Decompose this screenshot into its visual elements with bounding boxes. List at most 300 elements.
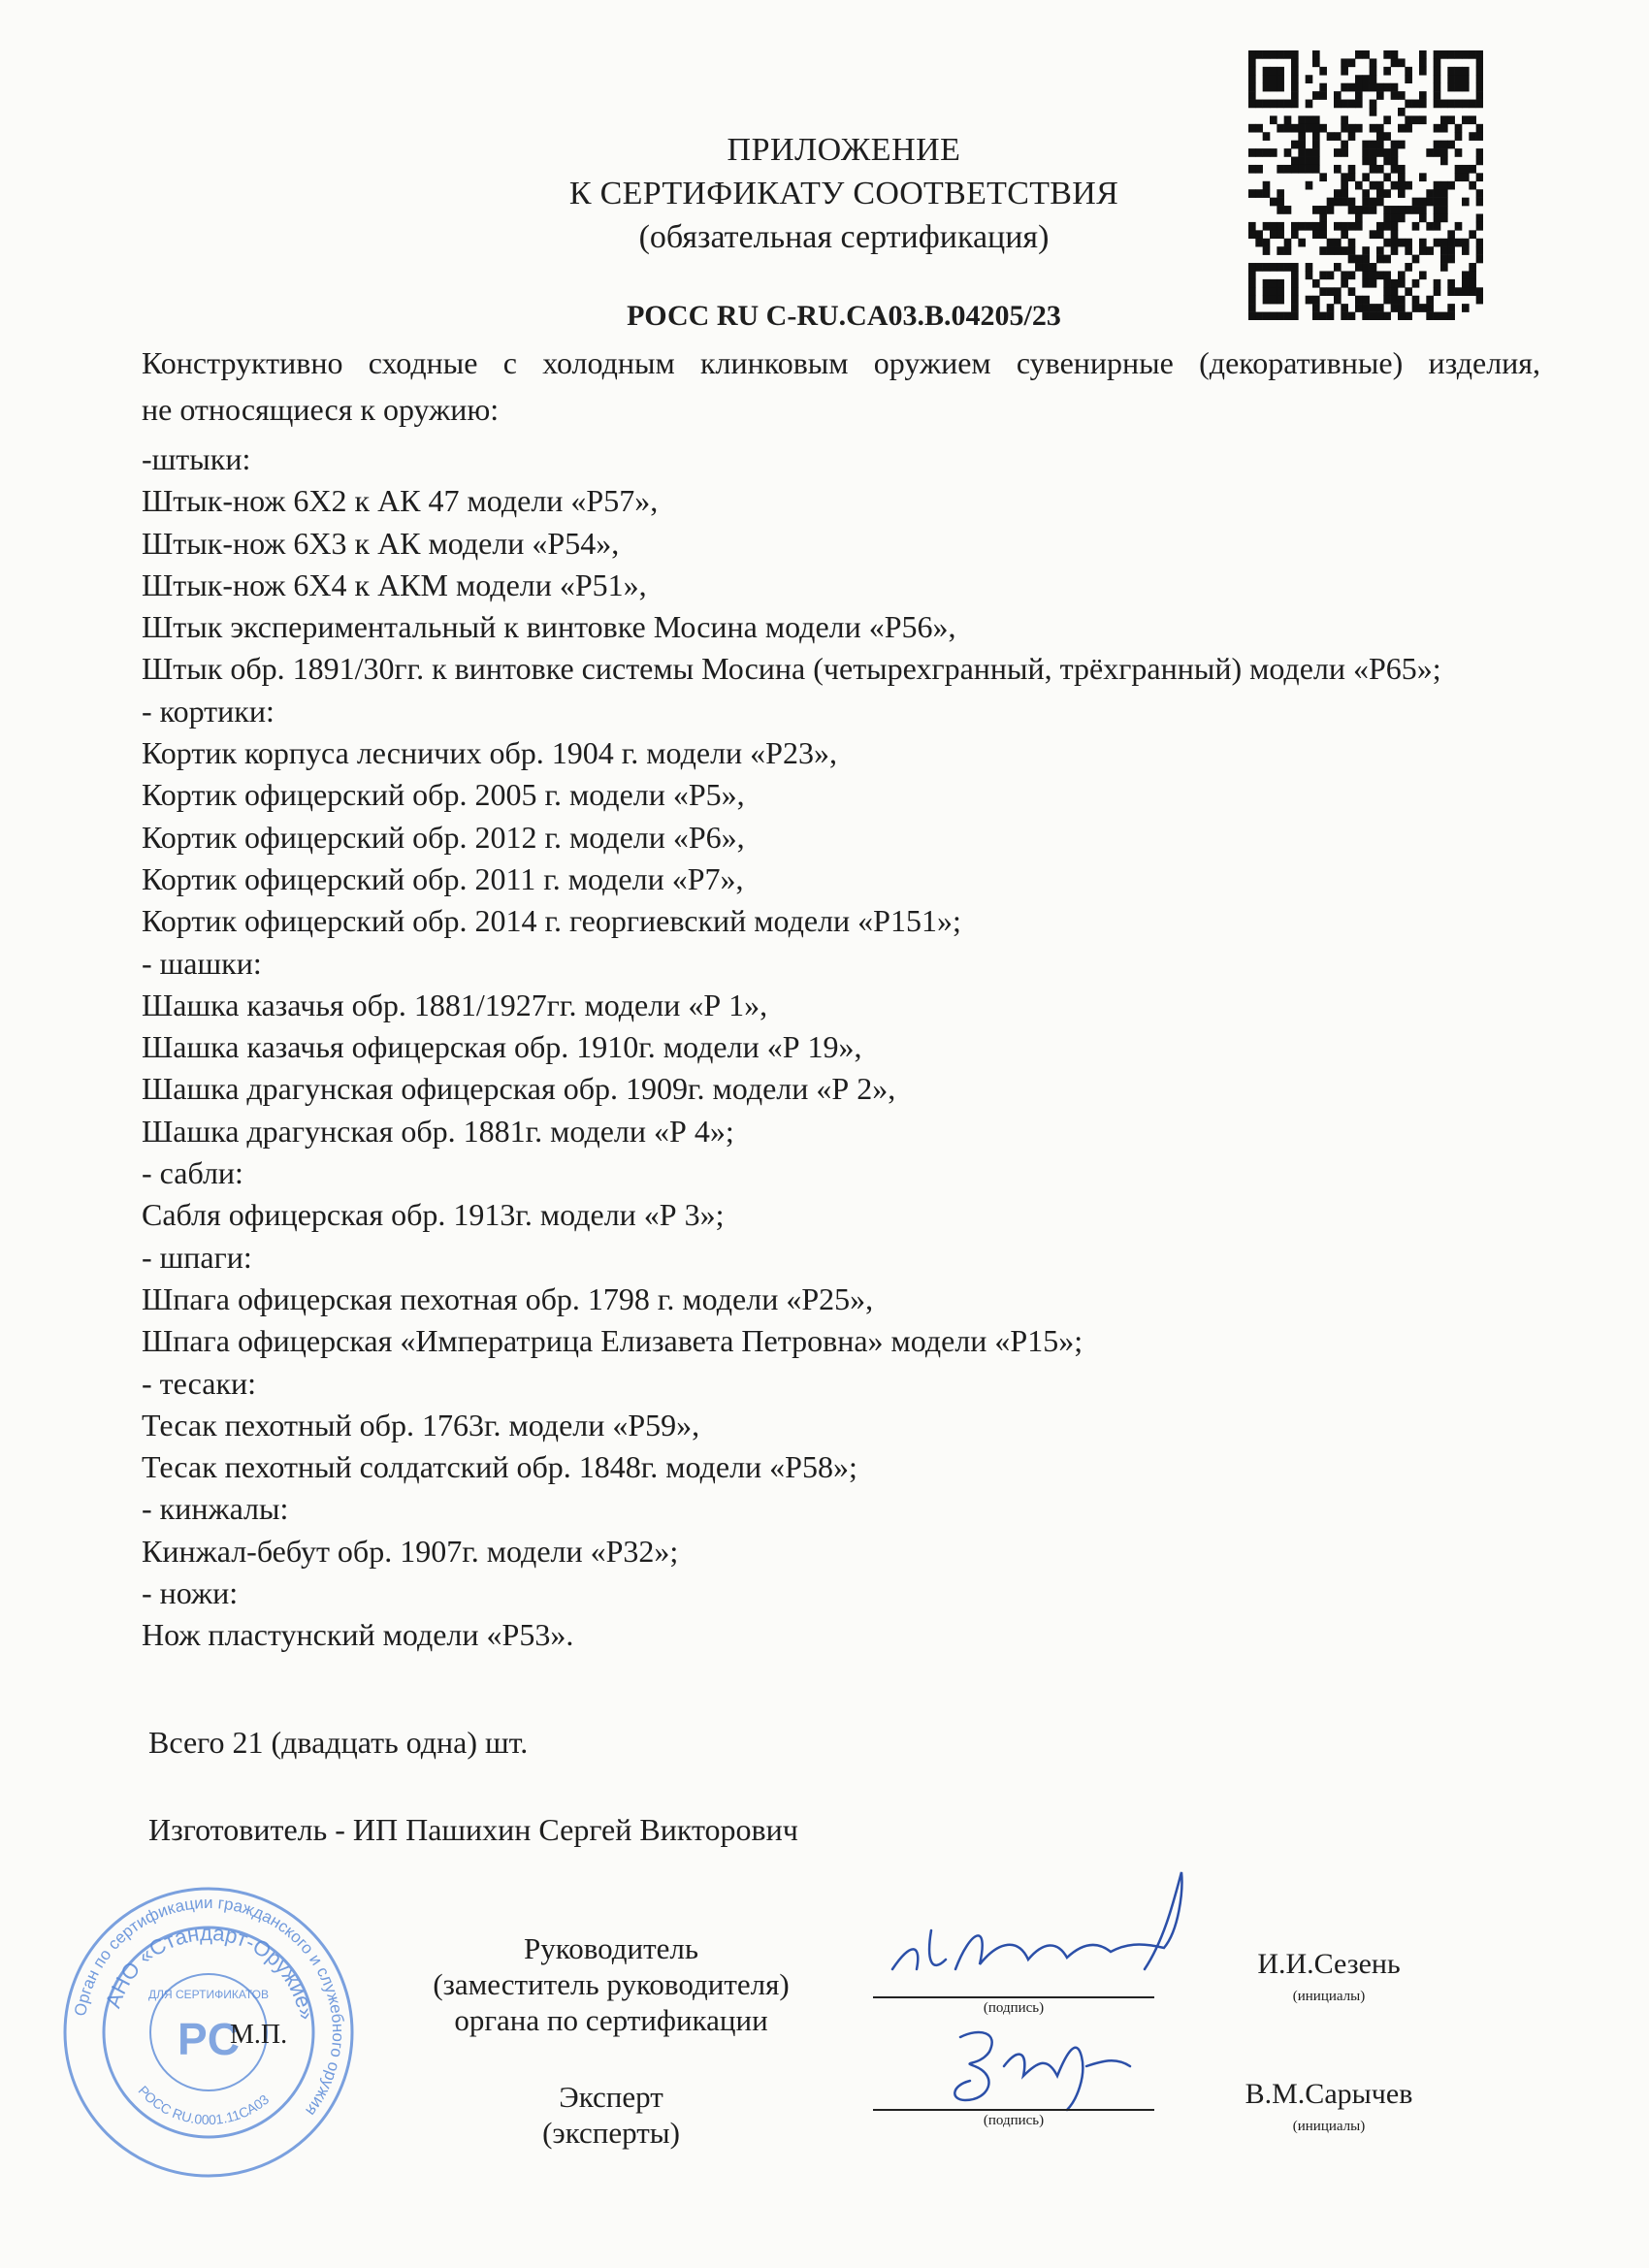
qr-module: [1312, 157, 1320, 166]
qr-module: [1405, 239, 1412, 247]
qr-module: [1434, 58, 1441, 67]
qr-module: [1376, 255, 1384, 264]
qr-module: [1405, 287, 1412, 296]
qr-module: [1270, 67, 1277, 76]
qr-module: [1248, 50, 1256, 59]
qr-module: [1370, 181, 1377, 190]
qr-module: [1277, 50, 1284, 59]
qr-module: [1434, 124, 1441, 133]
qr-module: [1434, 213, 1441, 222]
qr-module: [1284, 124, 1292, 133]
qr-module: [1370, 124, 1377, 133]
qr-module: [1334, 100, 1342, 109]
qr-module: [1434, 100, 1441, 109]
qr-module: [1370, 279, 1377, 288]
qr-module: [1383, 132, 1391, 141]
head-name: И.И.Сезень: [1257, 1948, 1401, 1980]
qr-module: [1383, 222, 1391, 231]
qr-module: [1398, 312, 1406, 320]
qr-module: [1248, 91, 1256, 100]
category-heading: -штыки:: [142, 441, 251, 476]
qr-module: [1341, 189, 1348, 198]
qr-module: [1419, 246, 1427, 255]
qr-module: [1440, 100, 1448, 109]
qr-module: [1434, 75, 1441, 83]
qr-module: [1355, 222, 1363, 231]
qr-module: [1370, 75, 1377, 83]
qr-module: [1284, 246, 1292, 255]
qr-module: [1277, 246, 1284, 255]
qr-module: [1476, 198, 1483, 207]
qr-module: [1263, 222, 1271, 231]
qr-module: [1348, 246, 1356, 255]
qr-module: [1284, 239, 1292, 247]
qr-module: [1434, 279, 1441, 288]
qr-module: [1255, 100, 1263, 109]
qr-module: [1319, 213, 1327, 222]
qr-module: [1434, 67, 1441, 76]
qr-module: [1248, 148, 1256, 157]
qr-module: [1270, 75, 1277, 83]
qr-module: [1440, 189, 1448, 198]
qr-module: [1270, 296, 1277, 305]
qr-module: [1341, 198, 1348, 207]
qr-module: [1255, 230, 1263, 239]
category-heading: - сабли:: [142, 1155, 243, 1191]
qr-module: [1341, 181, 1348, 190]
qr-module: [1462, 67, 1470, 76]
qr-module: [1462, 279, 1470, 288]
qr-module: [1469, 100, 1476, 109]
qr-module: [1412, 206, 1420, 214]
qr-module: [1434, 141, 1441, 149]
qr-module: [1341, 115, 1348, 124]
qr-module: [1348, 198, 1356, 207]
qr-module: [1263, 239, 1271, 247]
qr-module: [1248, 83, 1256, 92]
qr-module: [1462, 100, 1470, 109]
list-item: Кортик офицерский обр. 2005 г. модели «Р5»,: [142, 777, 745, 813]
certification-type: (обязательная сертификация): [638, 219, 1050, 255]
qr-module: [1277, 75, 1284, 83]
qr-module: [1419, 91, 1427, 100]
initials-label-head: (инициалы): [1292, 1989, 1366, 2004]
qr-module: [1455, 148, 1463, 157]
qr-module: [1447, 67, 1455, 76]
qr-module: [1248, 75, 1256, 83]
qr-module: [1362, 304, 1370, 312]
qr-module: [1291, 50, 1299, 59]
qr-module: [1306, 165, 1313, 174]
qr-module: [1370, 67, 1377, 76]
signature-head: [873, 1863, 1203, 2008]
list-item: Штык-нож 6Х2 к АК 47 модели «Р57»,: [142, 483, 659, 519]
qr-module: [1277, 100, 1284, 109]
qr-module: [1355, 50, 1363, 59]
qr-module: [1270, 115, 1277, 124]
qr-module: [1355, 296, 1363, 305]
qr-module: [1383, 148, 1391, 157]
qr-module: [1291, 263, 1299, 272]
qr-module: [1341, 173, 1348, 181]
list-item: Шашка драгунская обр. 1881г. модели «Р 4»;: [142, 1113, 734, 1149]
qr-module: [1376, 124, 1384, 133]
role-expert: [407, 2079, 815, 2151]
qr-module: [1476, 50, 1483, 59]
qr-module: [1383, 157, 1391, 166]
qr-module: [1412, 222, 1420, 231]
qr-module: [1263, 67, 1271, 76]
qr-module: [1398, 91, 1406, 100]
qr-module: [1270, 279, 1277, 288]
qr-module: [1284, 148, 1292, 157]
qr-module: [1370, 271, 1377, 279]
qr-module: [1334, 198, 1342, 207]
qr-module: [1426, 198, 1434, 207]
qr-module: [1391, 296, 1399, 305]
qr-module: [1291, 271, 1299, 279]
qr-module: [1476, 75, 1483, 83]
qr-module: [1284, 312, 1292, 320]
qr-module: [1383, 312, 1391, 320]
qr-module: [1312, 91, 1320, 100]
qr-module: [1327, 239, 1335, 247]
qr-module: [1277, 296, 1284, 305]
qr-module: [1341, 67, 1348, 76]
qr-module: [1312, 115, 1320, 124]
qr-module: [1291, 165, 1299, 174]
qr-module: [1291, 296, 1299, 305]
qr-module: [1455, 287, 1463, 296]
qr-module: [1355, 83, 1363, 92]
qr-module: [1306, 157, 1313, 166]
qr-module: [1298, 115, 1306, 124]
qr-module: [1440, 213, 1448, 222]
qr-module: [1391, 287, 1399, 296]
qr-module: [1469, 132, 1476, 141]
qr-module: [1447, 246, 1455, 255]
qr-module: [1469, 115, 1476, 124]
qr-module: [1298, 132, 1306, 141]
qr-module: [1462, 165, 1470, 174]
category-heading: - шашки:: [142, 945, 262, 981]
qr-module: [1476, 148, 1483, 157]
list-item: Шпага офицерская «Императрица Елизавета Петровна» модели «Р15»;: [142, 1323, 1083, 1359]
qr-module: [1348, 124, 1356, 133]
qr-module: [1341, 124, 1348, 133]
list-item: Штык экспериментальный к винтовке Мосина модели «Р56»,: [142, 609, 956, 645]
qr-module: [1291, 312, 1299, 320]
qr-module: [1312, 312, 1320, 320]
qr-module: [1447, 279, 1455, 288]
qr-module: [1376, 222, 1384, 231]
qr-module: [1370, 206, 1377, 214]
qr-module: [1348, 255, 1356, 264]
qr-module: [1440, 255, 1448, 264]
qr-module: [1312, 165, 1320, 174]
qr-module: [1412, 296, 1420, 305]
qr-module: [1455, 173, 1463, 181]
qr-module: [1398, 239, 1406, 247]
qr-module: [1434, 239, 1441, 247]
qr-module: [1355, 91, 1363, 100]
qr-module: [1405, 206, 1412, 214]
qr-module: [1370, 141, 1377, 149]
qr-module: [1298, 148, 1306, 157]
qr-module: [1270, 198, 1277, 207]
qr-module: [1362, 50, 1370, 59]
qr-module: [1263, 189, 1271, 198]
qr-module: [1476, 296, 1483, 305]
qr-module: [1284, 206, 1292, 214]
qr-module: [1341, 304, 1348, 312]
qr-module: [1255, 312, 1263, 320]
qr-module: [1376, 230, 1384, 239]
qr-module: [1370, 198, 1377, 207]
qr-module: [1270, 83, 1277, 92]
qr-module: [1447, 141, 1455, 149]
certificate-number: РОСС RU C-RU.CA03.B.04205/23: [627, 300, 1061, 332]
qr-module: [1476, 100, 1483, 109]
qr-module: [1277, 198, 1284, 207]
role-head-line-3: органа по сертификации: [454, 2003, 768, 2037]
qr-module: [1376, 312, 1384, 320]
qr-module: [1426, 189, 1434, 198]
qr-module: [1277, 67, 1284, 76]
role-expert-line-1: Эксперт: [559, 2080, 663, 2114]
qr-module: [1383, 287, 1391, 296]
qr-module: [1327, 246, 1335, 255]
stamp-for-certificates: ДЛЯ СЕРТИФИКАТОВ: [147, 1988, 270, 2001]
qr-module: [1362, 206, 1370, 214]
list-item: Штык обр. 1891/30гг. к винтовке системы Мосина (четырехгранный, трёхгранный) модели «Р65»;: [142, 651, 1441, 687]
qr-module: [1334, 148, 1342, 157]
qr-module: [1376, 304, 1384, 312]
qr-module: [1255, 148, 1263, 157]
qr-module: [1426, 312, 1434, 320]
qr-module: [1405, 124, 1412, 133]
qr-module: [1319, 287, 1327, 296]
qr-module: [1405, 312, 1412, 320]
qr-module: [1327, 198, 1335, 207]
organization-stamp: [58, 1882, 359, 2183]
qr-module: [1376, 189, 1384, 198]
qr-module: [1476, 67, 1483, 76]
qr-module: [1341, 222, 1348, 231]
qr-module: [1355, 213, 1363, 222]
qr-module: [1277, 287, 1284, 296]
qr-module: [1319, 206, 1327, 214]
qr-module: [1434, 83, 1441, 92]
qr-module: [1462, 271, 1470, 279]
qr-module: [1263, 287, 1271, 296]
qr-module: [1455, 100, 1463, 109]
list-item: Кортик офицерский обр. 2012 г. модели «Р6»,: [142, 819, 745, 855]
qr-module: [1355, 304, 1363, 312]
qr-module: [1291, 141, 1299, 149]
qr-module: [1277, 263, 1284, 272]
qr-module: [1284, 100, 1292, 109]
qr-module: [1391, 141, 1399, 149]
qr-module: [1312, 222, 1320, 231]
qr-module: [1419, 239, 1427, 247]
qr-module: [1370, 165, 1377, 174]
qr-module: [1476, 239, 1483, 247]
qr-module: [1462, 198, 1470, 207]
qr-module: [1447, 115, 1455, 124]
qr-module: [1334, 239, 1342, 247]
signature-line-expert: [873, 2109, 1154, 2111]
signature-expert: [931, 2008, 1145, 2115]
qr-module: [1263, 75, 1271, 83]
qr-module: [1341, 279, 1348, 288]
qr-module: [1255, 50, 1263, 59]
qr-module: [1291, 230, 1299, 239]
qr-module: [1263, 181, 1271, 190]
manufacturer: Изготовитель - ИП Пашихин Сергей Викторович: [148, 1812, 798, 1847]
qr-module: [1263, 132, 1271, 141]
qr-module: [1383, 173, 1391, 181]
qr-module: [1376, 198, 1384, 207]
qr-module: [1284, 263, 1292, 272]
qr-module: [1476, 83, 1483, 92]
qr-module: [1348, 83, 1356, 92]
qr-module: [1277, 230, 1284, 239]
qr-module: [1348, 312, 1356, 320]
qr-module: [1306, 271, 1313, 279]
qr-module: [1248, 279, 1256, 288]
qr-module: [1370, 263, 1377, 272]
qr-module: [1263, 312, 1271, 320]
qr-module: [1248, 67, 1256, 76]
qr-module: [1419, 271, 1427, 279]
qr-module: [1362, 296, 1370, 305]
qr-module: [1263, 263, 1271, 272]
qr-module: [1319, 230, 1327, 239]
qr-module: [1312, 296, 1320, 305]
qr-module: [1405, 246, 1412, 255]
qr-module: [1270, 287, 1277, 296]
qr-module: [1334, 287, 1342, 296]
qr-module: [1362, 198, 1370, 207]
qr-module: [1376, 165, 1384, 174]
qr-module: [1291, 100, 1299, 109]
qr-module: [1263, 50, 1271, 59]
qr-module: [1462, 50, 1470, 59]
qr-module: [1327, 132, 1335, 141]
qr-module: [1334, 189, 1342, 198]
qr-module: [1334, 132, 1342, 141]
role-expert-line-2: (эксперты): [542, 2116, 680, 2150]
qr-module: [1462, 246, 1470, 255]
qr-module: [1270, 50, 1277, 59]
qr-module: [1469, 271, 1476, 279]
qr-module: [1362, 246, 1370, 255]
category-heading: - ножи:: [142, 1575, 239, 1611]
qr-module: [1434, 206, 1441, 214]
qr-module: [1284, 50, 1292, 59]
qr-module: [1263, 279, 1271, 288]
qr-module: [1355, 181, 1363, 190]
qr-module: [1476, 213, 1483, 222]
total-count: Всего 21 (двадцать одна) шт.: [148, 1725, 529, 1760]
qr-module: [1440, 198, 1448, 207]
signature-label-expert: (подпись): [983, 2113, 1045, 2128]
qr-module: [1291, 58, 1299, 67]
list-item: Кинжал-бебут обр. 1907г. модели «Р32»;: [142, 1533, 679, 1569]
qr-module: [1398, 181, 1406, 190]
qr-module: [1426, 296, 1434, 305]
qr-module: [1327, 312, 1335, 320]
qr-module: [1412, 279, 1420, 288]
list-item: Кортик офицерский обр. 2011 г. модели «Р7»,: [142, 860, 744, 896]
qr-module: [1312, 124, 1320, 133]
qr-module: [1447, 181, 1455, 190]
qr-module: [1440, 206, 1448, 214]
qr-module: [1419, 115, 1427, 124]
qr-module: [1255, 263, 1263, 272]
qr-module: [1306, 115, 1313, 124]
qr-module: [1419, 198, 1427, 207]
qr-module: [1277, 312, 1284, 320]
qr-module: [1248, 287, 1256, 296]
qr-module: [1455, 50, 1463, 59]
qr-module: [1370, 148, 1377, 157]
qr-module: [1312, 279, 1320, 288]
qr-module: [1440, 263, 1448, 272]
list-item: Штык-нож 6Х3 к АК модели «Р54»,: [142, 525, 620, 561]
qr-module: [1277, 206, 1284, 214]
qr-module: [1248, 271, 1256, 279]
qr-module: [1348, 173, 1356, 181]
qr-module: [1284, 115, 1292, 124]
qr-module: [1412, 255, 1420, 264]
qr-module: [1355, 100, 1363, 109]
qr-module: [1469, 263, 1476, 272]
qr-module: [1447, 312, 1455, 320]
qr-module: [1306, 222, 1313, 231]
qr-module: [1391, 181, 1399, 190]
qr-module: [1291, 287, 1299, 296]
qr-module: [1348, 100, 1356, 109]
qr-module: [1370, 312, 1377, 320]
qr-module: [1370, 100, 1377, 109]
qr-module: [1455, 222, 1463, 231]
qr-module: [1447, 75, 1455, 83]
qr-module: [1319, 246, 1327, 255]
qr-module: [1434, 312, 1441, 320]
qr-module: [1405, 67, 1412, 76]
qr-module: [1306, 263, 1313, 272]
qr-module: [1476, 255, 1483, 264]
certificate-title: К СЕРТИФИКАТУ СООТВЕТСТВИЯ: [568, 176, 1119, 211]
qr-module: [1319, 67, 1327, 76]
qr-module: [1462, 304, 1470, 312]
qr-module: [1263, 83, 1271, 92]
qr-module: [1383, 83, 1391, 92]
qr-module: [1476, 91, 1483, 100]
qr-module: [1462, 115, 1470, 124]
qr-module: [1298, 157, 1306, 166]
qr-module: [1469, 230, 1476, 239]
qr-module: [1341, 100, 1348, 109]
qr-module: [1248, 124, 1256, 133]
qr-module: [1319, 173, 1327, 181]
qr-module: [1362, 173, 1370, 181]
qr-module: [1355, 75, 1363, 83]
qr-module: [1370, 304, 1377, 312]
qr-module: [1327, 271, 1335, 279]
